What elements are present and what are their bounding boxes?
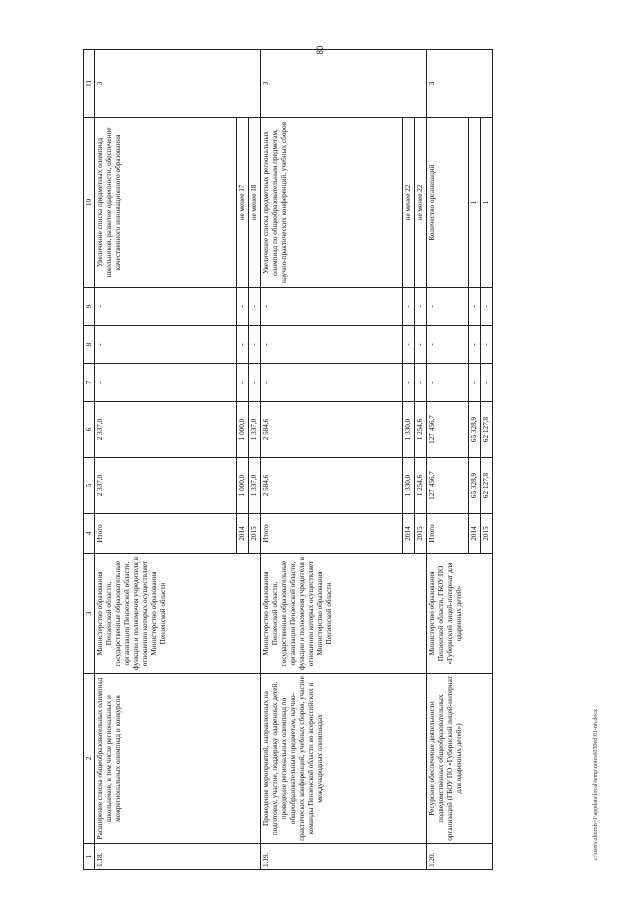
year-cell: 2015 (481, 514, 493, 554)
activity-name: Проведение мероприятий, направленных на подготовку, участие, поддержку одаренных детей, проведение региональных олимпиад по общеобразовательным предметам, научно-практических конференций, учебных сборов, участие команды Пензенской области во всероссийских и международных олимпиадах (261, 674, 427, 844)
col9-cell: - (261, 288, 403, 326)
col9-cell: - (427, 288, 469, 326)
col7-cell: - (261, 364, 403, 402)
budget-cell: 127 456,7 (427, 402, 469, 458)
target-cell: не менее 18 (249, 118, 261, 288)
target-cell: не менее 22 (403, 118, 415, 288)
table-row (95, 50, 237, 870)
budget-cell: 65 328,9 (469, 402, 481, 458)
footer-file-path: c:\users\zhoroh~1\appdata\local\temp\notes6030ed\01-nn.docx (593, 708, 599, 860)
col8-cell: - (403, 326, 415, 364)
col9-cell: - (403, 288, 415, 326)
col8-cell: - (95, 326, 237, 364)
year-cell: Итого (427, 514, 469, 554)
col8-cell: - (481, 326, 493, 364)
target-cell: не менее 22 (415, 118, 427, 288)
col9-cell: - (481, 288, 493, 326)
col7-cell: - (427, 364, 469, 402)
col8-cell: - (427, 326, 469, 364)
indicator-cell: Количество организаций (427, 118, 469, 288)
indicator-cell: Увеличение списка предметных олимпиад школьников, развитие одаренности, обеспечение качественного инновационного образования (95, 118, 237, 288)
sum-cell: 2 584,6 (261, 458, 403, 514)
col7-cell: - (95, 364, 237, 402)
header-cell: 1 (84, 844, 95, 870)
col8-cell: - (237, 326, 249, 364)
table-row (261, 50, 403, 870)
code-cell: 3 (427, 50, 493, 118)
code-cell: 3 (261, 50, 427, 118)
year-cell: Итого (261, 514, 403, 554)
col9-cell: - (415, 288, 427, 326)
header-row (84, 50, 95, 870)
header-cell: 4 (84, 514, 95, 554)
col7-cell: - (403, 364, 415, 402)
header-cell: 3 (84, 554, 95, 674)
budget-cell: 1 254,6 (415, 402, 427, 458)
code-cell: 3 (95, 50, 261, 118)
sum-cell: 1 254,6 (415, 458, 427, 514)
header-cell: 8 (84, 326, 95, 364)
target-cell: 1 (469, 118, 481, 288)
table-row (427, 50, 469, 870)
sum-cell: 65 328,9 (469, 458, 481, 514)
target-cell: 1 (481, 118, 493, 288)
executor: Министерство образования Пензенской области, ГБОУ ПО «Губернский лицей-интернат для одаренных детей» (427, 554, 493, 674)
target-cell: не менее 17 (237, 118, 249, 288)
sum-cell: 1 000,0 (237, 458, 249, 514)
year-cell: 2015 (415, 514, 427, 554)
rotated-table-container (83, 50, 493, 870)
budget-cell: 2 584,6 (261, 402, 403, 458)
header-cell: 9 (84, 288, 95, 326)
col8-cell: - (415, 326, 427, 364)
year-cell: 2014 (237, 514, 249, 554)
sum-cell: 1 337,0 (249, 458, 261, 514)
row-number: 1.18. (95, 844, 261, 870)
budget-cell: 1 330,0 (403, 402, 415, 458)
col9-cell: - (95, 288, 237, 326)
activity-name: Ресурсное обеспечение деятельности подведомственных общеобразовательных организаций (ГБОУ ПО «Губернский лицей-интернат для одаренных детей») (427, 674, 493, 844)
program-table (83, 49, 493, 870)
col8-cell: - (261, 326, 403, 364)
col9-cell: - (237, 288, 249, 326)
sum-cell: 62 127,8 (481, 458, 493, 514)
sum-cell: 127 456,7 (427, 458, 469, 514)
year-cell: 2014 (403, 514, 415, 554)
activity-name: Расширение списка общеобразовательных олимпиад школьников, в том числе региональных и межрегиональных олимпиад и конкурсов (95, 674, 261, 844)
year-cell: 2014 (469, 514, 481, 554)
year-cell: 2015 (249, 514, 261, 554)
sum-cell: 2 337,0 (95, 458, 237, 514)
col7-cell: - (481, 364, 493, 402)
header-cell: 2 (84, 674, 95, 844)
header-cell: 6 (84, 402, 95, 458)
col9-cell: - (249, 288, 261, 326)
header-cell: 11 (84, 50, 95, 118)
budget-cell: 1 337,0 (249, 402, 261, 458)
header-cell: 5 (84, 458, 95, 514)
header-cell: 7 (84, 364, 95, 402)
sum-cell: 1 330,0 (403, 458, 415, 514)
budget-cell: 1 000,0 (237, 402, 249, 458)
col8-cell: - (469, 326, 481, 364)
row-number: 1.20. (427, 844, 493, 870)
col9-cell: - (469, 288, 481, 326)
row-number: 1.19. (261, 844, 427, 870)
year-cell: Итого (95, 514, 237, 554)
page-number: 80 (315, 45, 325, 55)
col7-cell: - (237, 364, 249, 402)
executor: Министерство образования Пензенской области, государственные образовательные организации Пензенской области, функции и полномочия учредителя в отношении которых осуществляет Министерство образования Пензенской области (261, 554, 427, 674)
col7-cell: - (415, 364, 427, 402)
col8-cell: - (249, 326, 261, 364)
budget-cell: 62 127,8 (481, 402, 493, 458)
header-cell: 10 (84, 118, 95, 288)
executor: Министерство образования Пензенской области, государственные образовательные организации Пензенской области, функции и полномочия учредителя в отношении которых осуществляет Министерство образования Пензенской области (95, 554, 261, 674)
budget-cell: 2 337,0 (95, 402, 237, 458)
col7-cell: - (469, 364, 481, 402)
indicator-cell: Увеличение списка предметных региональных олимпиад по общеобразовательным предметам, научно-практических конференций, учебных сборов (261, 118, 403, 288)
col7-cell: - (249, 364, 261, 402)
